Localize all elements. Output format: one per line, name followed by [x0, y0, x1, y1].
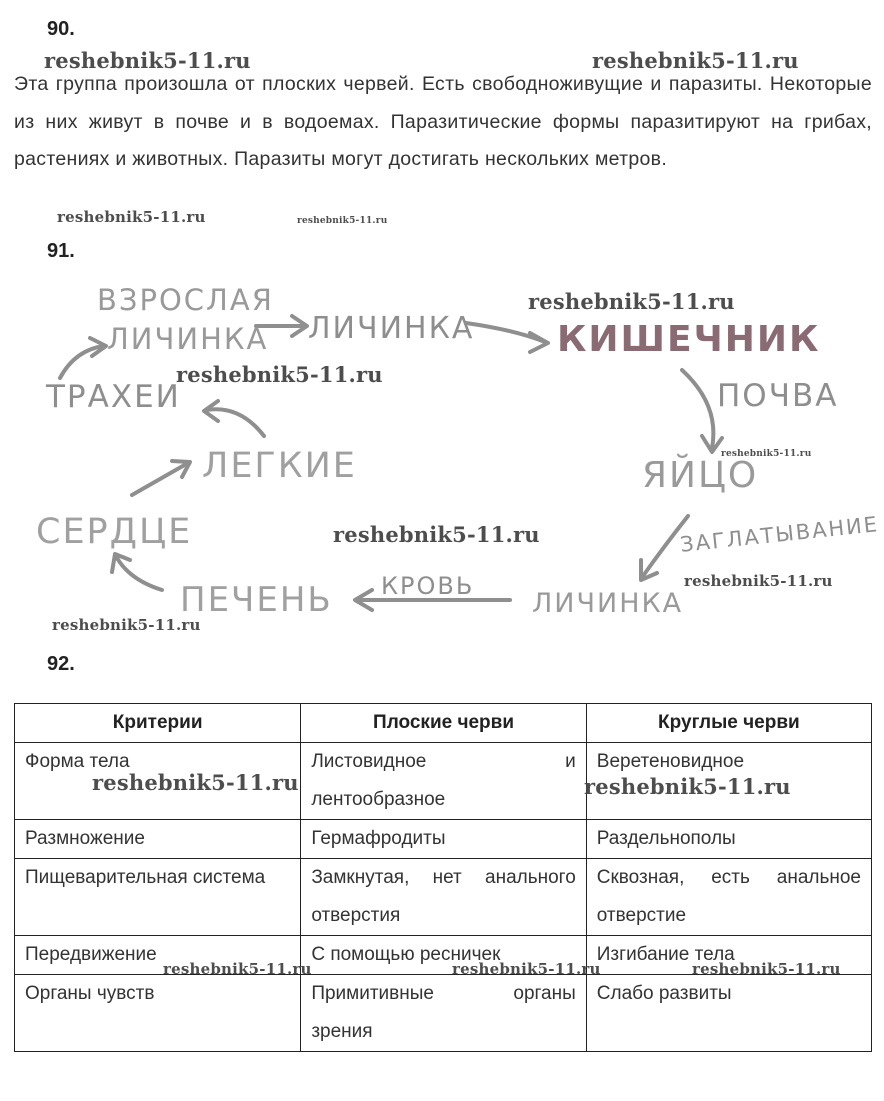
header-criteria: Критерии	[15, 704, 301, 743]
flatworm-cell-word: органы	[513, 983, 576, 1004]
flatworm-cell	[301, 743, 586, 820]
arrow-lungs-to-trachea	[207, 409, 264, 436]
criterion-cell: Органы чувств	[15, 975, 301, 1052]
label-adult-larva-2: ЛИЧИНКА	[107, 322, 269, 356]
label-soil: ПОЧВА	[717, 378, 839, 414]
worms-comparison-table	[14, 703, 872, 1052]
arrow-liver-to-heart	[117, 558, 162, 590]
label-trachea: ТРАХЕИ	[46, 379, 181, 415]
flatworm-cell-word: Листовидное	[311, 751, 427, 772]
watermark: reshebnik5-11.ru	[57, 208, 206, 226]
flatworm-cell-word: и	[565, 751, 576, 772]
criterion-cell: Размножение	[15, 820, 301, 859]
table-row	[15, 975, 872, 1052]
label-heart: СЕРДЦЕ	[36, 512, 193, 552]
criterion-cell: Форма тела	[15, 743, 301, 820]
label-intestine: КИШЕЧНИК	[557, 319, 821, 360]
task-91-number: 91.	[47, 240, 75, 262]
flatworm-cell: Гермафродиты	[301, 820, 586, 859]
watermark: reshebnik5-11.ru	[52, 616, 201, 634]
watermark: reshebnik5-11.ru	[592, 48, 799, 73]
label-liver: ПЕЧЕНЬ	[180, 580, 333, 620]
arrow-intestine-to-egg	[682, 370, 713, 448]
task-90-number: 90.	[47, 18, 75, 40]
roundworm-cell: Сквозная, есть анальное отверстие	[586, 859, 871, 936]
header-flatworms: Плоские черви	[301, 704, 586, 743]
arrow-heart-to-lungs	[132, 463, 188, 495]
label-larva-bottom: ЛИЧИНКА	[532, 588, 684, 619]
flatworm-cell-word: зрения	[311, 1021, 373, 1042]
watermark: reshebnik5-11.ru	[452, 960, 601, 978]
watermark: reshebnik5-11.ru	[176, 362, 383, 387]
label-swallowing: ЗАГЛАТЫВАНИЕ	[679, 512, 881, 557]
table-header-row	[15, 704, 872, 743]
watermark: reshebnik5-11.ru	[92, 770, 299, 795]
roundworm-cell: Слабо развиты	[586, 975, 871, 1052]
roundworm-cell: Раздельнополы	[586, 820, 871, 859]
flatworm-cell	[301, 975, 586, 1052]
label-lungs: ЛЕГКИЕ	[202, 446, 357, 486]
watermark: reshebnik5-11.ru	[584, 774, 791, 799]
label-larva-top: ЛИЧИНКА	[308, 311, 475, 346]
flatworm-cell: С помощью ресничек	[301, 936, 586, 975]
label-blood: КРОВЬ	[381, 572, 475, 600]
watermark: reshebnik5-11.ru	[721, 449, 812, 459]
flatworm-cell-word: Примитивные	[311, 983, 434, 1004]
criterion-cell: Передвижение	[15, 936, 301, 975]
watermark: reshebnik5-11.ru	[692, 960, 841, 978]
table-row	[15, 859, 872, 936]
criterion-cell: Пищеварительная система	[15, 859, 301, 936]
task-92-number: 92.	[47, 653, 75, 675]
roundworm-cell: Изгибание тела	[586, 936, 871, 975]
watermark: reshebnik5-11.ru	[297, 216, 388, 226]
roundworm-cell: Веретеновидное	[586, 743, 871, 820]
flatworm-cell-word: лентообразное	[311, 789, 446, 810]
watermark: reshebnik5-11.ru	[684, 572, 833, 590]
task-90-text: Эта группа произошла от плоских червей. Есть свободноживущие и паразиты. Некоторые из них живут в почве и в водоемах. Паразитические формы паразитируют на грибах, растениях и животных. Паразиты могут достигать нескольких метров.	[14, 73, 872, 170]
flatworm-cell: Замкнутая, нет анального отверстия	[301, 859, 586, 936]
watermark: reshebnik5-11.ru	[333, 522, 540, 547]
label-adult-larva-1: ВЗРОСЛАЯ	[97, 283, 274, 317]
table-row	[15, 820, 872, 859]
watermark: reshebnik5-11.ru	[163, 960, 312, 978]
label-egg: ЯЙЦО	[642, 455, 759, 496]
header-roundworms: Круглые черви	[586, 704, 871, 743]
watermark: reshebnik5-11.ru	[44, 48, 251, 73]
watermark: reshebnik5-11.ru	[528, 289, 735, 314]
